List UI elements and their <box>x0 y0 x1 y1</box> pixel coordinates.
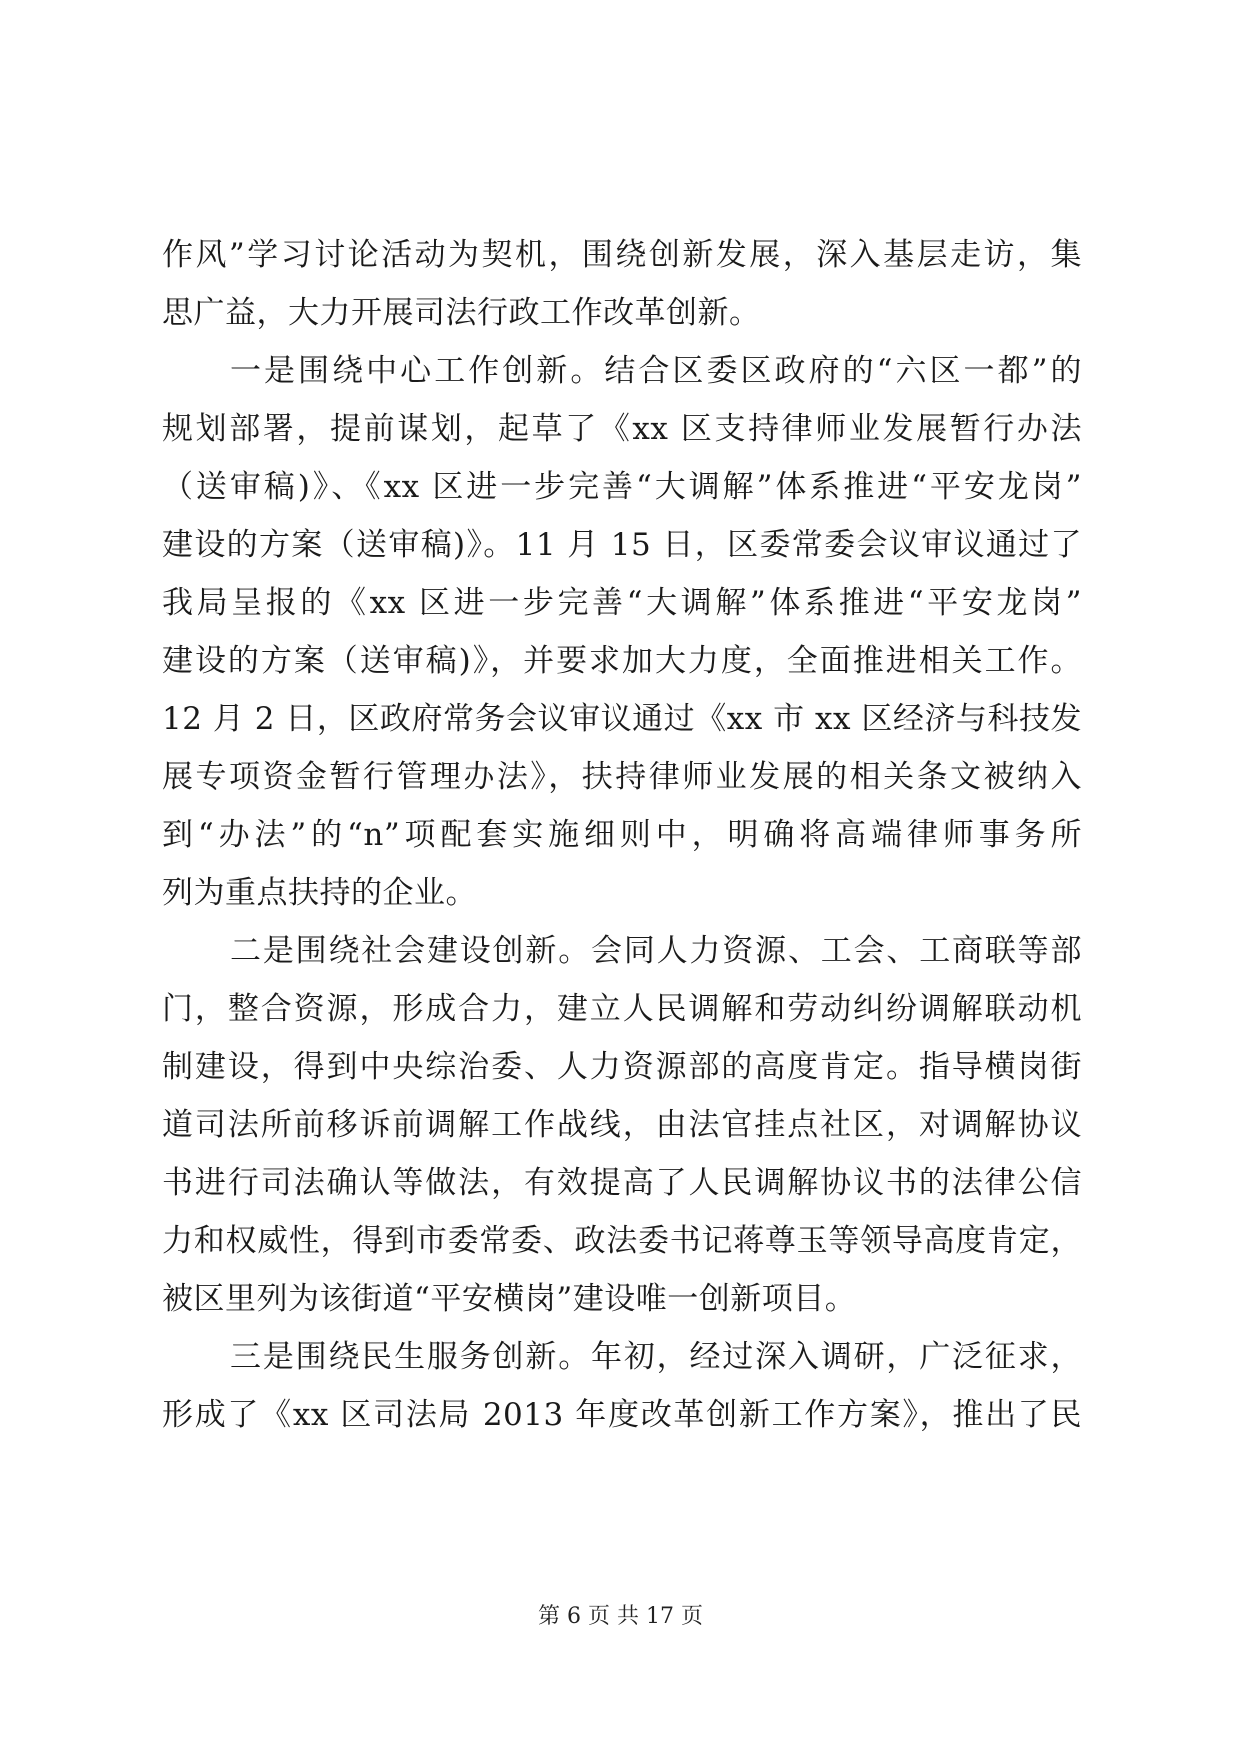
document-body <box>162 226 1082 1444</box>
text-line: 书进行司法确认等做法，有效提高了人民调解协议书的法律公信 <box>162 1165 1082 1201</box>
text-line: 12 月 2 日，区政府常务会议审议通过《xx 市 xx 区经济与科技发 <box>162 701 1082 737</box>
text-line: 三是围绕民生服务创新。年初，经过深入调研，广泛征求， <box>230 1339 1082 1375</box>
text-line: 力和权威性，得到市委常委、政法委书记蒋尊玉等领导高度肯定， <box>162 1223 1082 1259</box>
text-line: 思广益，大力开展司法行政工作改革创新。 <box>162 295 761 331</box>
text-line: （送审稿)》、《xx 区进一步完善“大调解”体系推进“平安龙岗” <box>162 469 1082 505</box>
text-line: 我局呈报的《xx 区进一步完善“大调解”体系推进“平安龙岗” <box>162 585 1082 621</box>
text-line: 形成了《xx 区司法局 2013 年度改革创新工作方案》，推出了民 <box>162 1397 1082 1433</box>
text-line: 被区里列为该街道“平安横岗”建设唯一创新项目。 <box>162 1281 857 1317</box>
text-line: 建设的方案（送审稿)》。11 月 15 日，区委常委会议审议通过了 <box>162 527 1082 563</box>
text-line: 道司法所前移诉前调解工作战线，由法官挂点社区，对调解协议 <box>162 1107 1082 1143</box>
page-footer: 第 6 页 共 17 页 <box>538 1604 703 1629</box>
text-line: 作风”学习讨论活动为契机，围绕创新发展，深入基层走访，集 <box>162 237 1082 273</box>
text-line: 到“办法”的“n”项配套实施细则中，明确将高端律师事务所 <box>162 817 1082 853</box>
text-line: 建设的方案（送审稿)》，并要求加大力度，全面推进相关工作。 <box>162 643 1082 679</box>
text-line: 门，整合资源，形成合力，建立人民调解和劳动纠纷调解联动机 <box>162 991 1082 1027</box>
text-line: 二是围绕社会建设创新。会同人力资源、工会、工商联等部 <box>230 933 1082 969</box>
text-line: 展专项资金暂行管理办法》，扶持律师业发展的相关条文被纳入 <box>162 759 1082 795</box>
text-line: 一是围绕中心工作创新。结合区委区政府的“六区一都”的 <box>230 353 1082 389</box>
text-line: 制建设，得到中央综治委、人力资源部的高度肯定。指导横岗街 <box>162 1049 1082 1085</box>
text-line: 列为重点扶持的企业。 <box>162 875 477 911</box>
text-line: 规划部署，提前谋划，起草了《xx 区支持律师业发展暂行办法 <box>162 411 1082 447</box>
